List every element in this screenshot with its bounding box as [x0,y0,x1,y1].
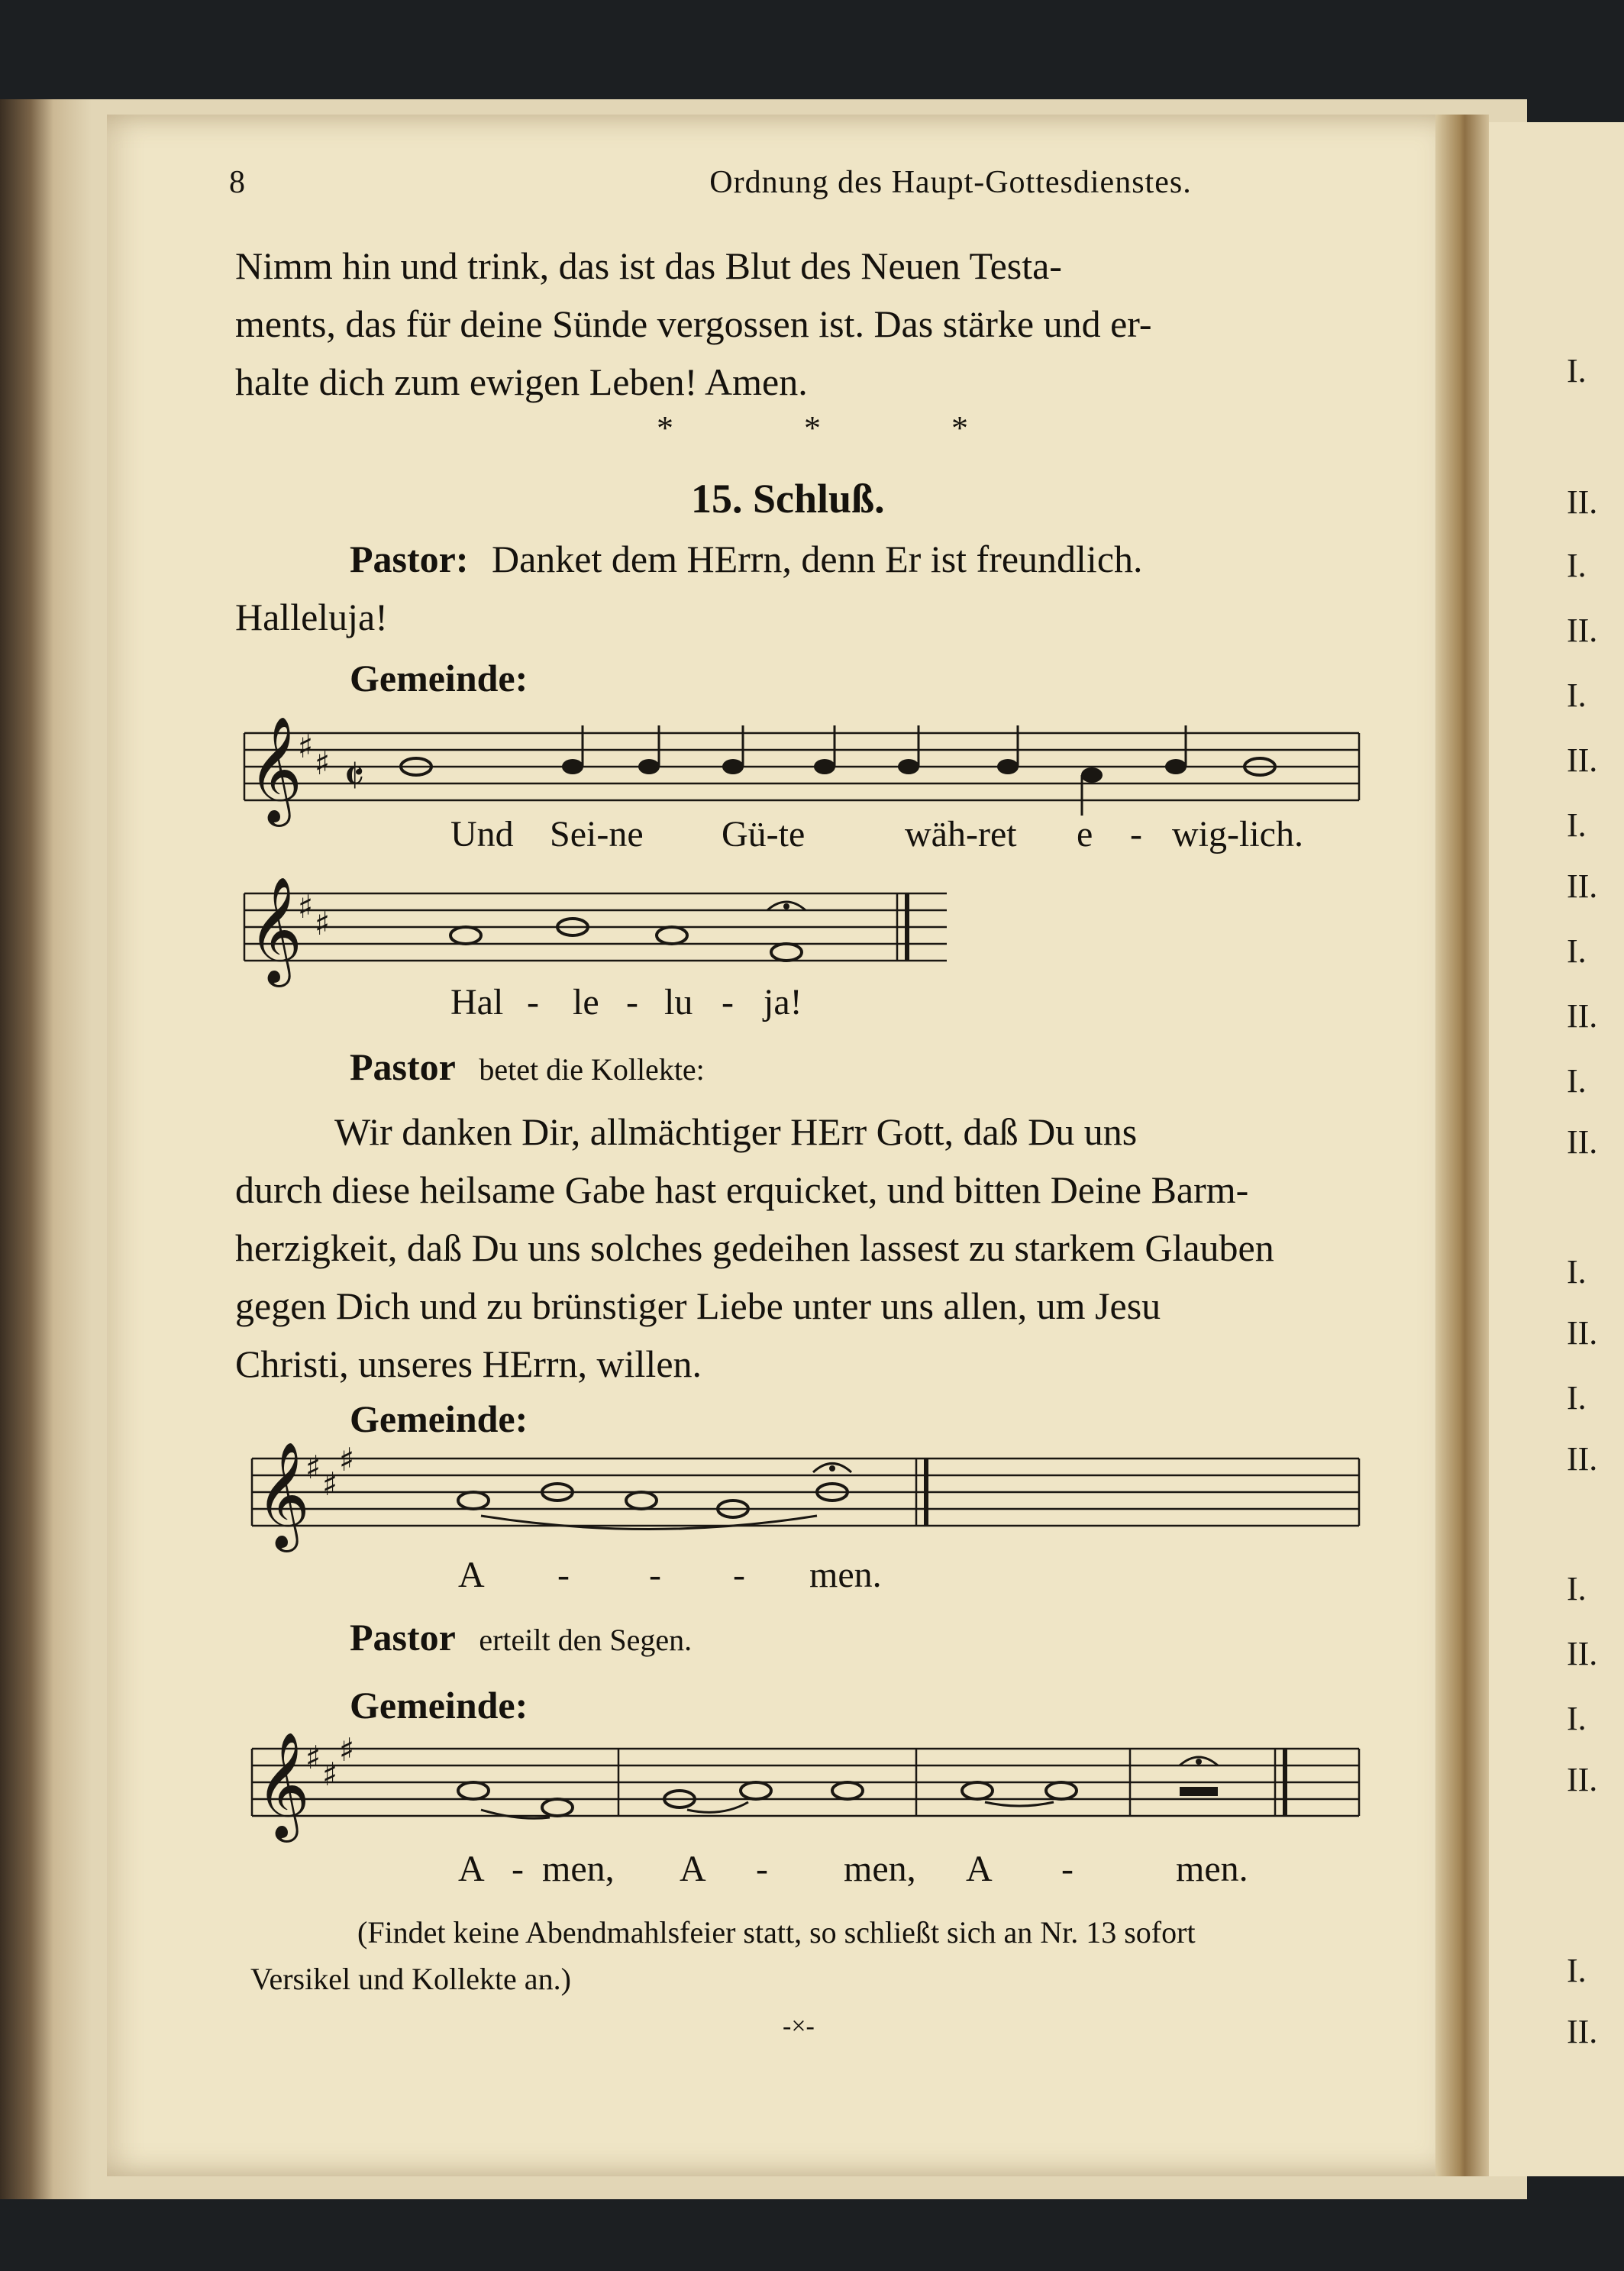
lyric: - [626,982,638,1022]
collect-line: gegen Dich und zu brünstiger Liebe unter uns allen, um Jesu [235,1284,1161,1327]
lyric: - [557,1555,570,1595]
lyric: wig-lich. [1172,814,1303,854]
lyric: men, [542,1849,615,1889]
ornament: -×- [783,2012,815,2040]
collect-line: durch diese heilsame Gabe hast erquicket, und bitten Deine Barm- [235,1168,1249,1211]
svg-text:♯: ♯ [315,905,331,942]
right-numeral: I. [1567,932,1587,970]
svg-text:♯: ♯ [322,1465,338,1503]
book-gutter [1435,115,1489,2176]
svg-text:♯: ♯ [322,1756,338,1793]
lyric: e [1077,814,1093,854]
page-number: 8 [229,165,245,200]
music-staff-3 [252,1443,1359,1553]
svg-text:𝄞: 𝄞 [256,1732,310,1838]
lyric: Und [450,814,514,854]
right-numeral: II. [1567,1314,1598,1352]
right-numeral: I. [1567,677,1587,714]
lyric: A [458,1849,485,1889]
right-numeral: I. [1567,1952,1587,1989]
footnote-line: (Findet keine Abendmahlsfeier statt, so schließt sich an Nr. 13 sofort [357,1915,1196,1950]
lyric: - [527,982,539,1022]
svg-text:♯: ♯ [339,1731,355,1769]
lyric: A [966,1849,993,1889]
pastor-label: Pastor: [350,538,469,580]
running-title: Ordnung des Haupt-Gottesdienstes. [709,165,1192,200]
lyric: wäh-ret [905,814,1017,854]
lyric: - [1061,1849,1074,1889]
music-staff-4 [252,1726,1359,1843]
collect-line: herzigkeit, daß Du uns solches gedeihen lassest zu starkem Glauben [235,1226,1274,1269]
lyric: men. [1176,1849,1248,1889]
svg-text:𝄞: 𝄞 [248,716,302,822]
lyric: A [680,1849,706,1889]
right-numeral: II. [1567,612,1598,649]
right-numeral: II. [1567,1635,1598,1672]
svg-text:♯: ♯ [315,745,331,782]
svg-text:♯: ♯ [298,888,314,926]
music-staff-1 [244,718,1359,828]
svg-text:♯: ♯ [339,1441,355,1478]
svg-text:𝄞: 𝄞 [248,877,302,983]
lyric: - [512,1849,524,1889]
gemeinde-label: Gemeinde: [350,1397,528,1440]
pastor-collect-text: betet die Kollekte: [479,1052,705,1087]
pastor-line-2: Halleluja! [235,596,388,638]
lyric: Sei-ne [550,814,644,854]
svg-text:𝄵: 𝄵 [344,748,365,804]
lyric: men. [809,1555,882,1595]
body-line: ments, das für deine Sünde vergossen ist. Das stärke und er- [235,302,1152,345]
pastor-text: Danket dem HErrn, denn Er ist freundlich. [492,538,1143,580]
right-numeral: II. [1567,1761,1598,1798]
right-numeral: II. [1567,2013,1598,2050]
right-numeral: II. [1567,741,1598,779]
lyric: ja! [764,982,802,1022]
lyric: men, [844,1849,916,1889]
svg-text:♯: ♯ [305,1739,321,1776]
right-numeral: I. [1567,1253,1587,1291]
right-numeral: I. [1567,1570,1587,1607]
lyric: - [722,982,734,1022]
right-numeral: I. [1567,1379,1587,1417]
lyric: le [573,982,599,1022]
right-numeral: I. [1567,806,1587,844]
collect-line: Christi, unseres HErrn, willen. [235,1342,702,1385]
pastor-blessing-text: erteilt den Segen. [479,1623,693,1657]
right-numeral: I. [1567,1700,1587,1737]
right-numeral: II. [1567,1440,1598,1478]
footnote-line: Versikel und Kollekte an.) [250,1962,571,1996]
right-numeral: II. [1567,483,1598,521]
section-heading: 15. Schluß. [691,476,885,522]
lyric: - [756,1849,768,1889]
lyric: - [1130,814,1142,854]
pastor-label: Pastor [350,1045,456,1088]
right-numeral: I. [1567,547,1587,584]
right-page [1489,122,1624,2176]
lyric: Hal [450,982,504,1022]
right-numeral: II. [1567,1123,1598,1161]
right-numeral: I. [1567,1062,1587,1100]
pastor-line [350,530,1143,588]
right-numeral: II. [1567,867,1598,905]
body-line: halte dich zum ewigen Leben! Amen. [235,360,808,403]
right-numeral: I. [1567,352,1587,389]
music-staff-2 [244,871,947,988]
lyric: - [649,1555,661,1595]
lyric: A [458,1555,485,1595]
body-line: Nimm hin und trink, das ist das Blut des Neuen Testa- [235,244,1062,287]
svg-text:♯: ♯ [298,728,314,765]
pastor-collect-line [350,1045,705,1089]
asterisks: * * * [657,409,1029,447]
gemeinde-label: Gemeinde: [350,657,528,699]
pastor-label: Pastor [350,1616,456,1659]
gemeinde-label: Gemeinde: [350,1684,528,1727]
lyric: Gü-te [722,814,806,854]
svg-text:𝄞: 𝄞 [256,1442,310,1548]
pastor-blessing-line [350,1615,692,1659]
lyric: - [733,1555,745,1595]
lyric: lu [664,982,693,1022]
right-numeral: II. [1567,997,1598,1035]
svg-text:♯: ♯ [305,1449,321,1486]
collect-line: Wir danken Dir, allmächtiger HErr Gott, daß Du uns [334,1110,1138,1153]
